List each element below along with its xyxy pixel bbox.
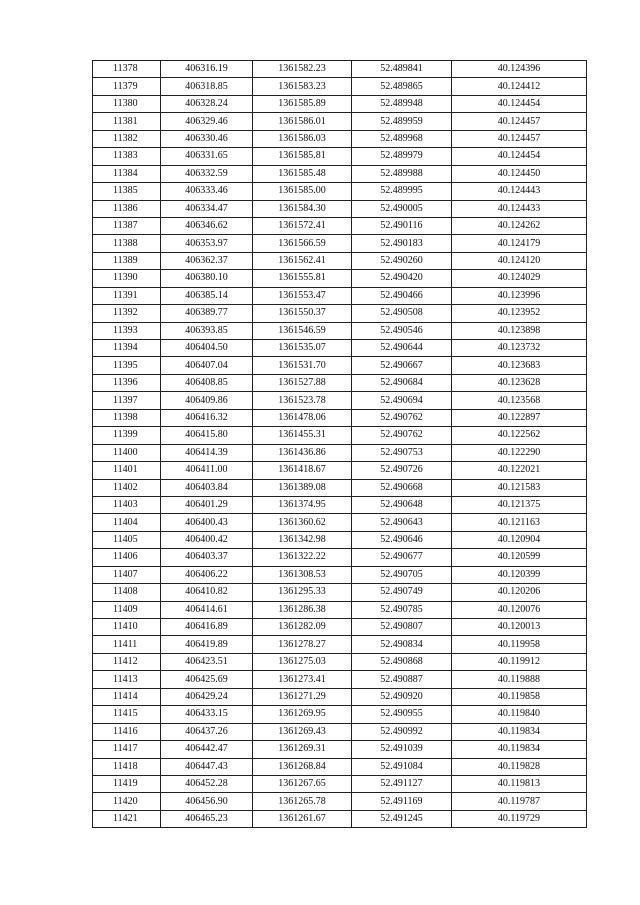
- point-number-cell: 11393: [93, 322, 161, 339]
- latitude-cell: 52.491084: [352, 758, 452, 775]
- latitude-cell: 52.490762: [352, 427, 452, 444]
- coord-y-cell: 1361268.84: [253, 758, 352, 775]
- coord-x-cell: 406353.97: [161, 235, 253, 252]
- coord-y-cell: 1361286.38: [253, 601, 352, 618]
- latitude-cell: 52.490749: [352, 584, 452, 601]
- table-row: [93, 95, 587, 112]
- table-row: [93, 444, 587, 461]
- point-number-cell: 11379: [93, 78, 161, 95]
- latitude-cell: 52.490694: [352, 392, 452, 409]
- latitude-cell: 52.490260: [352, 252, 452, 269]
- point-number-cell: 11384: [93, 165, 161, 182]
- longitude-cell: 40.123898: [452, 322, 587, 339]
- table-row: [93, 357, 587, 374]
- point-number-cell: 11407: [93, 566, 161, 583]
- table-row: [93, 636, 587, 653]
- longitude-cell: 40.123952: [452, 305, 587, 322]
- point-number-cell: 11414: [93, 688, 161, 705]
- table-row: [93, 566, 587, 583]
- table-row: [93, 688, 587, 705]
- point-number-cell: 11398: [93, 409, 161, 426]
- latitude-cell: 52.490116: [352, 217, 452, 234]
- point-number-cell: 11383: [93, 148, 161, 165]
- point-number-cell: 11403: [93, 496, 161, 513]
- coord-x-cell: 406328.24: [161, 95, 253, 112]
- coord-x-cell: 406380.10: [161, 270, 253, 287]
- longitude-cell: 40.124120: [452, 252, 587, 269]
- coord-x-cell: 406406.22: [161, 566, 253, 583]
- latitude-cell: 52.490677: [352, 549, 452, 566]
- latitude-cell: 52.490785: [352, 601, 452, 618]
- coord-y-cell: 1361585.89: [253, 95, 352, 112]
- point-number-cell: 11421: [93, 810, 161, 827]
- table-row: [93, 584, 587, 601]
- point-number-cell: 11406: [93, 549, 161, 566]
- table-row: [93, 340, 587, 357]
- coord-y-cell: 1361555.81: [253, 270, 352, 287]
- table-row: [93, 217, 587, 234]
- latitude-cell: 52.490420: [352, 270, 452, 287]
- longitude-cell: 40.120399: [452, 566, 587, 583]
- coord-x-cell: 406407.04: [161, 357, 253, 374]
- point-number-cell: 11402: [93, 479, 161, 496]
- longitude-cell: 40.120904: [452, 531, 587, 548]
- coord-y-cell: 1361269.95: [253, 706, 352, 723]
- coord-y-cell: 1361418.67: [253, 462, 352, 479]
- latitude-cell: 52.491039: [352, 741, 452, 758]
- coord-y-cell: 1361271.29: [253, 688, 352, 705]
- table-row: [93, 741, 587, 758]
- coord-x-cell: 406429.24: [161, 688, 253, 705]
- longitude-cell: 40.123628: [452, 374, 587, 391]
- table-row: [93, 113, 587, 130]
- table-row: [93, 61, 587, 78]
- coord-x-cell: 406329.46: [161, 113, 253, 130]
- latitude-cell: 52.489979: [352, 148, 452, 165]
- longitude-cell: 40.122021: [452, 462, 587, 479]
- table-row: [93, 409, 587, 426]
- coord-x-cell: 406447.43: [161, 758, 253, 775]
- longitude-cell: 40.119840: [452, 706, 587, 723]
- coord-y-cell: 1361436.86: [253, 444, 352, 461]
- point-number-cell: 11415: [93, 706, 161, 723]
- table-row: [93, 514, 587, 531]
- table-row: [93, 758, 587, 775]
- coord-x-cell: 406404.50: [161, 340, 253, 357]
- table-row: [93, 322, 587, 339]
- coord-y-cell: 1361566.59: [253, 235, 352, 252]
- coord-y-cell: 1361342.98: [253, 531, 352, 548]
- table-row: [93, 200, 587, 217]
- latitude-cell: 52.490183: [352, 235, 452, 252]
- coord-y-cell: 1361546.59: [253, 322, 352, 339]
- coord-y-cell: 1361535.07: [253, 340, 352, 357]
- longitude-cell: 40.124179: [452, 235, 587, 252]
- coord-x-cell: 406410.82: [161, 584, 253, 601]
- coord-y-cell: 1361553.47: [253, 287, 352, 304]
- point-number-cell: 11397: [93, 392, 161, 409]
- coord-x-cell: 406437.26: [161, 723, 253, 740]
- longitude-cell: 40.123732: [452, 340, 587, 357]
- table-row: [93, 148, 587, 165]
- coord-x-cell: 406403.84: [161, 479, 253, 496]
- longitude-cell: 40.120206: [452, 584, 587, 601]
- coord-x-cell: 406332.59: [161, 165, 253, 182]
- latitude-cell: 52.490834: [352, 636, 452, 653]
- coord-y-cell: 1361585.81: [253, 148, 352, 165]
- latitude-cell: 52.490807: [352, 619, 452, 636]
- coord-y-cell: 1361586.03: [253, 130, 352, 147]
- point-number-cell: 11390: [93, 270, 161, 287]
- longitude-cell: 40.124454: [452, 95, 587, 112]
- table-row: [93, 653, 587, 670]
- longitude-cell: 40.119828: [452, 758, 587, 775]
- longitude-cell: 40.124396: [452, 61, 587, 78]
- point-number-cell: 11404: [93, 514, 161, 531]
- table-row: [93, 619, 587, 636]
- table-row: [93, 496, 587, 513]
- point-number-cell: 11418: [93, 758, 161, 775]
- point-number-cell: 11405: [93, 531, 161, 548]
- point-number-cell: 11388: [93, 235, 161, 252]
- point-number-cell: 11399: [93, 427, 161, 444]
- table-row: [93, 305, 587, 322]
- coord-x-cell: 406362.37: [161, 252, 253, 269]
- latitude-cell: 52.491245: [352, 810, 452, 827]
- longitude-cell: 40.119729: [452, 810, 587, 827]
- coord-x-cell: 406334.47: [161, 200, 253, 217]
- coord-y-cell: 1361583.23: [253, 78, 352, 95]
- coord-y-cell: 1361527.88: [253, 374, 352, 391]
- coord-y-cell: 1361585.00: [253, 183, 352, 200]
- coord-y-cell: 1361360.62: [253, 514, 352, 531]
- longitude-cell: 40.122290: [452, 444, 587, 461]
- point-number-cell: 11387: [93, 217, 161, 234]
- longitude-cell: 40.119813: [452, 775, 587, 792]
- longitude-cell: 40.124262: [452, 217, 587, 234]
- point-number-cell: 11395: [93, 357, 161, 374]
- latitude-cell: 52.490644: [352, 340, 452, 357]
- longitude-cell: 40.124443: [452, 183, 587, 200]
- coord-x-cell: 406414.61: [161, 601, 253, 618]
- point-number-cell: 11412: [93, 653, 161, 670]
- longitude-cell: 40.123568: [452, 392, 587, 409]
- point-number-cell: 11419: [93, 775, 161, 792]
- latitude-cell: 52.490726: [352, 462, 452, 479]
- coord-y-cell: 1361478.06: [253, 409, 352, 426]
- longitude-cell: 40.119958: [452, 636, 587, 653]
- coord-y-cell: 1361267.65: [253, 775, 352, 792]
- coord-y-cell: 1361269.31: [253, 741, 352, 758]
- coord-x-cell: 406331.65: [161, 148, 253, 165]
- latitude-cell: 52.490992: [352, 723, 452, 740]
- table-row: [93, 270, 587, 287]
- longitude-cell: 40.121375: [452, 496, 587, 513]
- coord-y-cell: 1361572.41: [253, 217, 352, 234]
- latitude-cell: 52.489841: [352, 61, 452, 78]
- coord-x-cell: 406346.62: [161, 217, 253, 234]
- table-row: [93, 462, 587, 479]
- coord-y-cell: 1361389.08: [253, 479, 352, 496]
- coord-y-cell: 1361278.27: [253, 636, 352, 653]
- coord-y-cell: 1361282.09: [253, 619, 352, 636]
- table-row: [93, 427, 587, 444]
- coord-x-cell: 406416.89: [161, 619, 253, 636]
- point-number-cell: 11420: [93, 793, 161, 810]
- coord-y-cell: 1361265.78: [253, 793, 352, 810]
- point-number-cell: 11408: [93, 584, 161, 601]
- coordinates-table: [92, 60, 587, 828]
- table-row: [93, 165, 587, 182]
- coord-y-cell: 1361295.33: [253, 584, 352, 601]
- coord-x-cell: 406333.46: [161, 183, 253, 200]
- coord-y-cell: 1361582.23: [253, 61, 352, 78]
- longitude-cell: 40.124433: [452, 200, 587, 217]
- table-row: [93, 723, 587, 740]
- latitude-cell: 52.491169: [352, 793, 452, 810]
- coord-x-cell: 406393.85: [161, 322, 253, 339]
- latitude-cell: 52.490546: [352, 322, 452, 339]
- coord-y-cell: 1361531.70: [253, 357, 352, 374]
- coord-x-cell: 406318.85: [161, 78, 253, 95]
- point-number-cell: 11394: [93, 340, 161, 357]
- coord-x-cell: 406442.47: [161, 741, 253, 758]
- point-number-cell: 11409: [93, 601, 161, 618]
- table-row: [93, 130, 587, 147]
- latitude-cell: 52.490668: [352, 479, 452, 496]
- longitude-cell: 40.120076: [452, 601, 587, 618]
- longitude-cell: 40.122562: [452, 427, 587, 444]
- coord-x-cell: 406408.85: [161, 374, 253, 391]
- coord-x-cell: 406419.89: [161, 636, 253, 653]
- table-row: [93, 601, 587, 618]
- coord-x-cell: 406465.23: [161, 810, 253, 827]
- coord-x-cell: 406414.39: [161, 444, 253, 461]
- coord-x-cell: 406411.00: [161, 462, 253, 479]
- table-row: [93, 287, 587, 304]
- latitude-cell: 52.489988: [352, 165, 452, 182]
- coord-y-cell: 1361275.03: [253, 653, 352, 670]
- coordinates-table-body: [93, 61, 587, 828]
- table-row: [93, 78, 587, 95]
- longitude-cell: 40.123683: [452, 357, 587, 374]
- table-row: [93, 810, 587, 827]
- table-row: [93, 793, 587, 810]
- coord-y-cell: 1361308.53: [253, 566, 352, 583]
- latitude-cell: 52.490466: [352, 287, 452, 304]
- longitude-cell: 40.121163: [452, 514, 587, 531]
- coord-y-cell: 1361269.43: [253, 723, 352, 740]
- point-number-cell: 11391: [93, 287, 161, 304]
- latitude-cell: 52.489995: [352, 183, 452, 200]
- coord-x-cell: 406409.86: [161, 392, 253, 409]
- point-number-cell: 11416: [93, 723, 161, 740]
- longitude-cell: 40.124454: [452, 148, 587, 165]
- latitude-cell: 52.490753: [352, 444, 452, 461]
- coord-y-cell: 1361523.78: [253, 392, 352, 409]
- table-row: [93, 671, 587, 688]
- coord-x-cell: 406452.28: [161, 775, 253, 792]
- longitude-cell: 40.119834: [452, 723, 587, 740]
- latitude-cell: 52.490705: [352, 566, 452, 583]
- coord-y-cell: 1361586.01: [253, 113, 352, 130]
- table-row: [93, 531, 587, 548]
- point-number-cell: 11378: [93, 61, 161, 78]
- latitude-cell: 52.490005: [352, 200, 452, 217]
- coord-x-cell: 406415.80: [161, 427, 253, 444]
- latitude-cell: 52.490955: [352, 706, 452, 723]
- point-number-cell: 11400: [93, 444, 161, 461]
- longitude-cell: 40.119787: [452, 793, 587, 810]
- point-number-cell: 11381: [93, 113, 161, 130]
- coord-y-cell: 1361273.41: [253, 671, 352, 688]
- coord-x-cell: 406389.77: [161, 305, 253, 322]
- coord-x-cell: 406385.14: [161, 287, 253, 304]
- coord-x-cell: 406425.69: [161, 671, 253, 688]
- longitude-cell: 40.119834: [452, 741, 587, 758]
- latitude-cell: 52.489968: [352, 130, 452, 147]
- coord-y-cell: 1361374.95: [253, 496, 352, 513]
- coord-y-cell: 1361322.22: [253, 549, 352, 566]
- point-number-cell: 11401: [93, 462, 161, 479]
- point-number-cell: 11413: [93, 671, 161, 688]
- coord-x-cell: 406400.42: [161, 531, 253, 548]
- table-row: [93, 183, 587, 200]
- table-row: [93, 706, 587, 723]
- coord-x-cell: 406423.51: [161, 653, 253, 670]
- coord-y-cell: 1361455.31: [253, 427, 352, 444]
- coord-x-cell: 406401.29: [161, 496, 253, 513]
- latitude-cell: 52.490648: [352, 496, 452, 513]
- point-number-cell: 11417: [93, 741, 161, 758]
- table-row: [93, 392, 587, 409]
- point-number-cell: 11411: [93, 636, 161, 653]
- table-row: [93, 235, 587, 252]
- table-row: [93, 549, 587, 566]
- latitude-cell: 52.490646: [352, 531, 452, 548]
- point-number-cell: 11382: [93, 130, 161, 147]
- latitude-cell: 52.489959: [352, 113, 452, 130]
- point-number-cell: 11392: [93, 305, 161, 322]
- longitude-cell: 40.121583: [452, 479, 587, 496]
- coord-y-cell: 1361261.67: [253, 810, 352, 827]
- longitude-cell: 40.124412: [452, 78, 587, 95]
- latitude-cell: 52.490868: [352, 653, 452, 670]
- coord-y-cell: 1361562.41: [253, 252, 352, 269]
- latitude-cell: 52.489948: [352, 95, 452, 112]
- longitude-cell: 40.122897: [452, 409, 587, 426]
- point-number-cell: 11385: [93, 183, 161, 200]
- coord-x-cell: 406400.43: [161, 514, 253, 531]
- table-row: [93, 374, 587, 391]
- point-number-cell: 11410: [93, 619, 161, 636]
- longitude-cell: 40.119912: [452, 653, 587, 670]
- longitude-cell: 40.124450: [452, 165, 587, 182]
- point-number-cell: 11380: [93, 95, 161, 112]
- coord-y-cell: 1361584.30: [253, 200, 352, 217]
- latitude-cell: 52.490762: [352, 409, 452, 426]
- latitude-cell: 52.490684: [352, 374, 452, 391]
- coord-y-cell: 1361585.48: [253, 165, 352, 182]
- longitude-cell: 40.124457: [452, 113, 587, 130]
- coord-x-cell: 406456.90: [161, 793, 253, 810]
- longitude-cell: 40.124457: [452, 130, 587, 147]
- coord-x-cell: 406416.32: [161, 409, 253, 426]
- table-row: [93, 775, 587, 792]
- latitude-cell: 52.489865: [352, 78, 452, 95]
- coord-x-cell: 406330.46: [161, 130, 253, 147]
- longitude-cell: 40.119858: [452, 688, 587, 705]
- longitude-cell: 40.123996: [452, 287, 587, 304]
- longitude-cell: 40.120599: [452, 549, 587, 566]
- point-number-cell: 11396: [93, 374, 161, 391]
- table-row: [93, 479, 587, 496]
- longitude-cell: 40.120013: [452, 619, 587, 636]
- latitude-cell: 52.490643: [352, 514, 452, 531]
- latitude-cell: 52.490508: [352, 305, 452, 322]
- coord-y-cell: 1361550.37: [253, 305, 352, 322]
- latitude-cell: 52.491127: [352, 775, 452, 792]
- coord-x-cell: 406316.19: [161, 61, 253, 78]
- latitude-cell: 52.490667: [352, 357, 452, 374]
- point-number-cell: 11386: [93, 200, 161, 217]
- latitude-cell: 52.490887: [352, 671, 452, 688]
- table-row: [93, 252, 587, 269]
- coord-x-cell: 406433.15: [161, 706, 253, 723]
- longitude-cell: 40.119888: [452, 671, 587, 688]
- coord-x-cell: 406403.37: [161, 549, 253, 566]
- latitude-cell: 52.490920: [352, 688, 452, 705]
- point-number-cell: 11389: [93, 252, 161, 269]
- longitude-cell: 40.124029: [452, 270, 587, 287]
